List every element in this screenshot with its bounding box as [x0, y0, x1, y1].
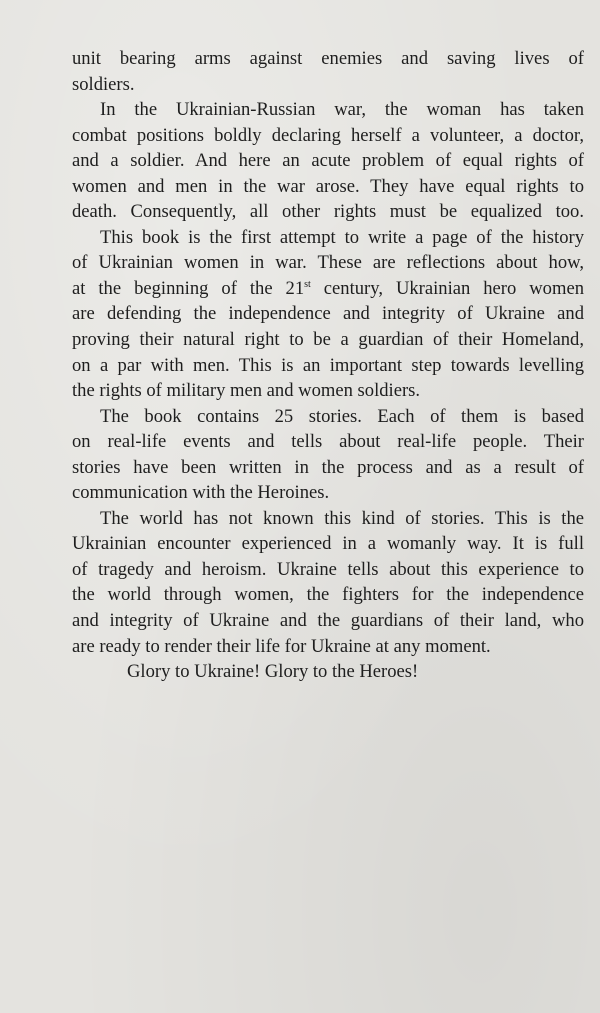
book-page-text	[72, 46, 584, 685]
text-line: proving their natural right to be a guardian of their Homeland,	[72, 329, 584, 351]
text-span: at the beginning of the 21	[72, 277, 305, 299]
text-line: are defending the independence and integrity of Ukraine and	[72, 303, 584, 325]
text-line: the world through women, the fighters for the independence	[72, 584, 584, 606]
text-line: The world has not known this kind of stories. This is the	[100, 507, 584, 529]
text-line: of Ukrainian women in war. These are reflections about how,	[72, 252, 584, 274]
text-line: stories have been written in the process and as a result of	[72, 456, 584, 478]
text-line: In the Ukrainian-Russian war, the woman has taken	[100, 99, 584, 121]
text-line: women and men in the war arose. They have equal rights to	[72, 175, 584, 197]
text-line: on real-life events and tells about real-life people. Their	[72, 431, 584, 453]
text-line: unit bearing arms against enemies and saving lives of	[72, 48, 584, 69]
text-line: of tragedy and heroism. Ukraine tells about this experience to	[72, 558, 584, 580]
text-line: and a soldier. And here an acute problem of equal rights of	[72, 150, 584, 172]
text-line: Ukrainian encounter experienced in a womanly way. It is full	[72, 533, 584, 555]
text-line: are ready to render their life for Ukraine at any moment.	[72, 635, 491, 657]
text-line: soldiers.	[72, 73, 135, 95]
text-line	[72, 276, 584, 302]
text-line: the rights of military men and women soldiers.	[72, 380, 421, 402]
closing-slogan: Glory to Ukraine! Glory to the Heroes!	[127, 661, 419, 683]
text-line: on a par with men. This is an important step towards levelling	[72, 354, 584, 376]
text-line: and integrity of Ukraine and the guardians of their land, who	[72, 610, 584, 632]
text-line: communication with the Heroines.	[72, 482, 330, 504]
text-span: century, Ukrainian hero women	[310, 277, 584, 299]
superscript: st	[304, 278, 311, 290]
text-line: This book is the first attempt to write a page of the history	[100, 226, 584, 248]
text-line: death. Consequently, all other rights must be equalized too.	[72, 201, 584, 223]
text-line: combat positions boldly declaring herself a volunteer, a doctor,	[72, 124, 584, 146]
text-line: The book contains 25 stories. Each of them is based	[100, 405, 584, 427]
